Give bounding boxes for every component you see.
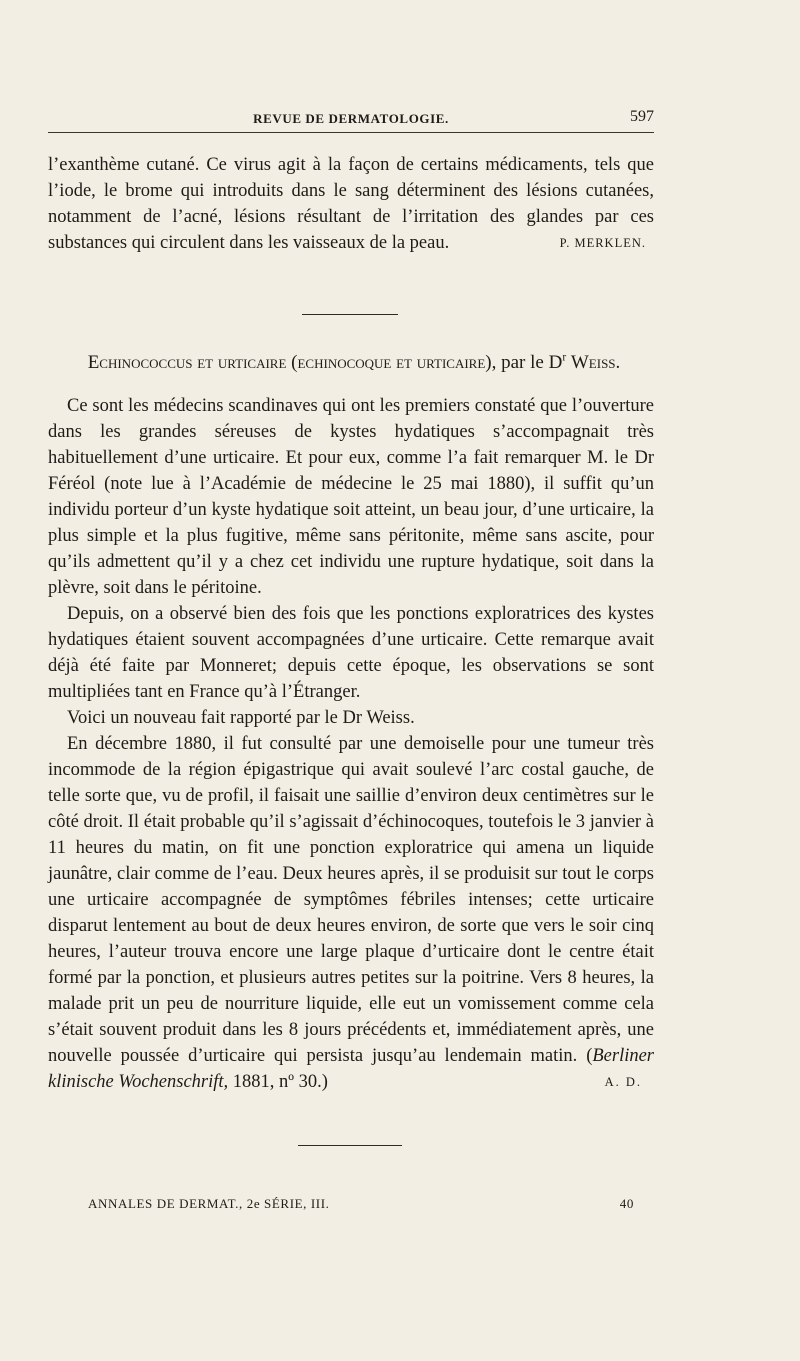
article-title-by: par le D [501,352,563,373]
paragraph [48,152,654,256]
citation-details: 1881, nº 30.) [232,1072,328,1092]
section-weiss [48,393,654,1095]
footer-signature: ANNALES DE DERMAT., 2e SÉRIE, III. [88,1196,330,1211]
page-header [48,108,654,133]
section-merklen [48,152,654,256]
paragraph: Depuis, on a observé bien des fois que les ponctions exploratrices des kystes hydatiques étaient souvent accompagnées d’une urticaire. Cette remarque avait déjà été faite par Monneret; depuis cette époque, les observations se sont multipliées tant en France qu’à l’Étranger. [48,604,654,702]
end-divider [298,1145,402,1146]
author-signature: P. MERKLEN. [559,236,646,250]
article-title-main: Echinococcus et urticaire (echinocoque et urticaire), [87,352,497,373]
page-number: 597 [630,108,654,125]
citation-open: ( [586,1046,593,1066]
author-signature: A. D. [604,1075,642,1089]
paragraph-text: En décembre 1880, il fut consulté par une demoiselle pour une tumeur très incommode de la région épigastrique qui avait soulevé l’arc costal gauche, de telle sorte que, vu de profil, il faisait une saillie d’environ deux centimètres sur le côté droit. Il était probable qu’il s’agissait d’échinocoques, toutefois le 3 janvier à 11 heures du matin, on fit une ponction exploratrice qui amena un liquide jaunâtre, clair comme de l’eau. Deux heures après, il se produisit sur tout le corps une urticaire accompagnée de symptômes fébriles intenses; cette urticaire disparut lentement au bout de deux heures environ, de sorte que vers le soir cinq heures, l’auteur trouva encore une large plaque d’urticaire dont le centre était formé par la ponction, et plusieurs autres petites sur la poitrine. Vers 8 heures, la malade prit un peu de nourriture liquide, elle eut un vomissement comme cela s’était souvent produit dans les 8 jours précédents et, immédiatement après, une nouvelle poussée d’urticaire qui persista jusqu’au lendemain matin. [48,734,654,1066]
article-title-author: Weiss. [570,352,621,373]
section-divider [302,314,398,315]
paragraph-text: l’exanthème cutané. Ce virus agit à la façon de certains médicaments, tels que l’iode, le brome qui introduits dans le sang déterminent des lésions cutanées, notamment de l’acné, lésions résultant de l’irritation des glandes par ces substances qui circulent dans les vaisseaux de la peau. [48,155,654,253]
article-title-sup: r [562,351,567,364]
article-title [48,352,660,374]
running-title: REVUE DE DERMATOLOGIE. [253,111,449,126]
paragraph: Ce sont les médecins scandinaves qui ont les premiers constaté que l’ouverture dans les grandes séreuses de kystes hydatiques s’accompagnait très habituellement d’une urticaire. Et pour eux, comme l’a fait remarquer M. le Dr Féréol (note lue à l’Académie de médecine le 25 mai 1880), il suffit qu’un individu porteur d’un kyste hydatique soit atteint, un beau jour, d’une urticaire, la plus simple et la plus fugitive, même sans péritonite, même sans ascite, pour qu’ils admettent qu’il y a chez cet individu une rupture hydatique, soit dans la plèvre, soit dans le péritoine. [48,396,654,598]
paragraph: Voici un nouveau fait rapporté par le Dr Weiss. [67,708,415,728]
paragraph [48,731,654,1095]
citation-journal: Berliner klinische Wochenschrift, [48,1046,655,1092]
footer-sheet-number: 40 [619,1196,634,1211]
